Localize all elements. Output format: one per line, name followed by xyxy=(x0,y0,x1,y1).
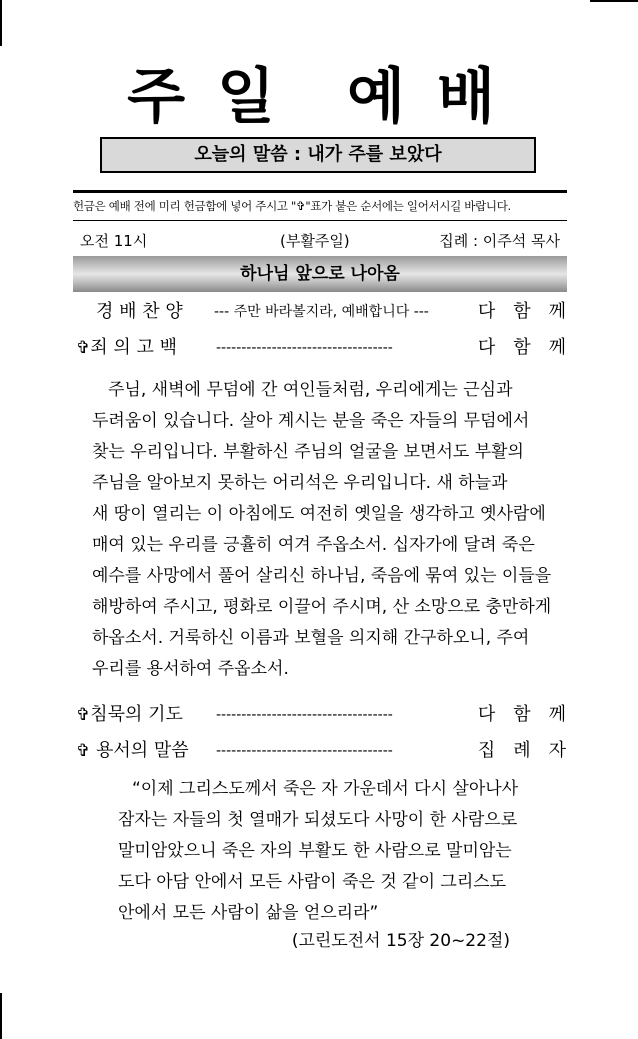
scripture-line: “이제 그리스도께서 죽은 자 가운데서 다시 살아나사 xyxy=(132,779,519,799)
scripture-line: 도다 아담 안에서 모든 사람이 죽은 것 같이 그리스도 xyxy=(118,872,507,892)
title-char: 배 xyxy=(436,62,511,132)
service-info xyxy=(80,230,560,252)
prayer-line: 해방하여 주시고, 평화로 이끌어 주시며, 산 소망으로 충만하게 xyxy=(92,597,552,617)
item-label: 경 배 찬 양 xyxy=(96,301,183,322)
item-label: 죄 의 고 백 xyxy=(90,337,177,358)
order-item-absolution xyxy=(76,737,584,765)
item-dash: ----------------------------------- xyxy=(216,340,393,356)
offering-notice: 헌금은 예배 전에 미리 헌금함에 넣어 주시고 "✞"표가 붙은 순서에는 일어서시길 바랍니다. xyxy=(73,199,511,213)
item-label: 용서의 말씀 xyxy=(95,740,189,761)
order-item-confession xyxy=(76,334,584,362)
order-item-praise xyxy=(76,298,584,326)
prayer-line: 하옵소서. 거룩하신 이름과 보혈을 의지해 간구하오니, 주여 xyxy=(92,628,530,648)
crop-mark-top-right xyxy=(590,0,638,2)
service-time: 오전 11시 xyxy=(80,232,148,250)
crop-mark-bottom-left xyxy=(0,993,2,1039)
prayer-line: 매여 있는 우리를 긍휼히 여겨 주옵소서. 십자가에 달려 죽은 xyxy=(92,535,535,555)
prayer-line: 우리를 용서하여 주옵소서. xyxy=(92,659,289,679)
divider xyxy=(73,190,567,193)
scripture-reference: (고린도전서 15장 20~22절) xyxy=(291,931,510,951)
scripture-line: 말미암았으니 죽은 자의 부활도 한 사람으로 말미암는 xyxy=(118,841,512,861)
order-item-silent-prayer xyxy=(76,701,584,729)
divider xyxy=(73,220,567,221)
scripture-passage xyxy=(118,774,538,929)
prayer-line: 주님을 알아보지 못하는 어리석은 우리입니다. 새 하늘과 xyxy=(92,473,508,493)
todays-word-box: 오늘의 말씀 : 내가 주를 보았다 xyxy=(100,137,536,173)
item-leader: 다함께 xyxy=(477,704,584,725)
crop-mark-top-left xyxy=(0,0,2,46)
item-leader: 다함께 xyxy=(477,337,584,358)
cross-icon: ✞ xyxy=(76,705,91,725)
scripture-line: 잠자는 자들의 첫 열매가 되셨도다 사망이 한 사람으로 xyxy=(118,810,518,830)
item-label: 침묵의 기도 xyxy=(90,704,183,725)
service-leader: 집례 : 이주석 목사 xyxy=(439,232,560,250)
item-dash: ----------------------------------- xyxy=(216,707,393,723)
page-title xyxy=(0,62,638,132)
prayer-line: 예수를 사망에서 풀어 살리신 하나님, 죽음에 묶여 있는 이들을 xyxy=(92,566,552,586)
title-char: 주 xyxy=(127,62,202,132)
cross-icon: ✞ xyxy=(76,338,91,358)
prayer-line: 새 땅이 열리는 이 아침에도 여전히 옛일을 생각하고 옛사람에 xyxy=(92,504,546,524)
confession-prayer xyxy=(92,375,552,685)
item-dash: ----------------------------------- xyxy=(216,743,393,759)
prayer-line: 찾는 우리입니다. 부활하신 주님의 얼굴을 보면서도 부활의 xyxy=(92,442,524,462)
prayer-line: 두려움이 있습니다. 살아 계시는 분을 죽은 자들의 무덤에서 xyxy=(92,411,530,431)
item-leader: 집례자 xyxy=(477,740,584,761)
item-description: --- 주만 바라볼지라, 예배합니다 --- xyxy=(214,304,429,320)
title-char: 일 xyxy=(217,62,291,132)
scripture-line: 안에서 모든 사람이 삶을 얻으리라” xyxy=(118,903,379,923)
cross-icon: ✞ xyxy=(76,741,91,761)
title-char: 예 xyxy=(347,62,421,132)
section-title: 하나님 앞으로 나아옴 xyxy=(73,256,567,292)
item-leader: 다함께 xyxy=(477,301,584,322)
prayer-line: 주님, 새벽에 무덤에 간 여인들처럼, 우리에게는 근심과 xyxy=(108,380,513,400)
service-occasion: (부활주일) xyxy=(280,232,350,250)
